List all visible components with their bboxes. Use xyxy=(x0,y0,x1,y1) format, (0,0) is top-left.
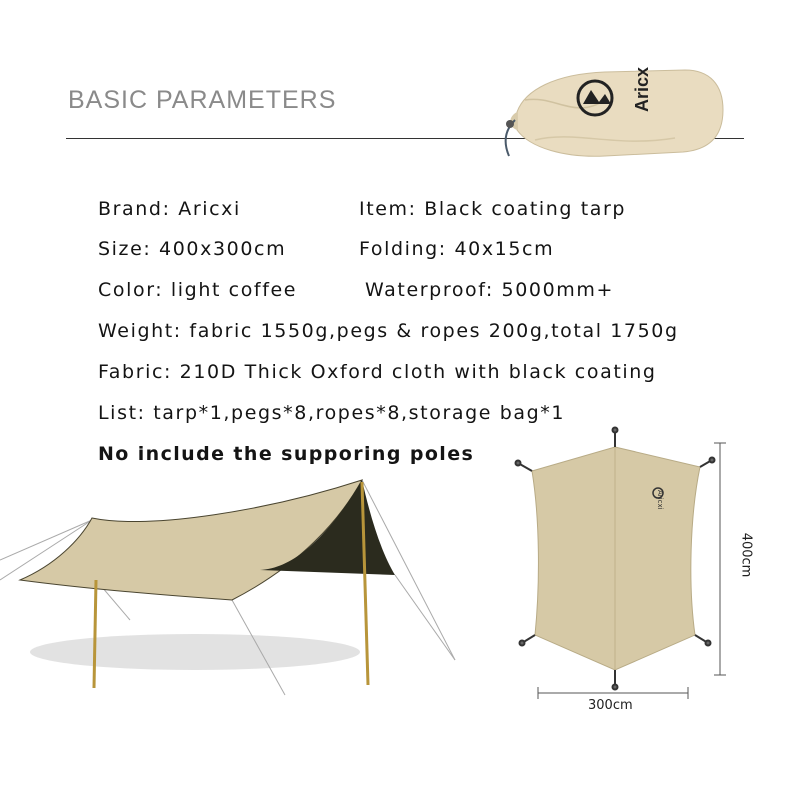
tarp-dimension-diagram xyxy=(510,425,740,705)
spec-list: List: tarp*1,pegs*8,ropes*8,storage bag*1 xyxy=(98,402,566,424)
spec-size: Size: 400x300cm xyxy=(98,238,287,260)
spec-item: Item: Black coating tarp xyxy=(359,198,627,220)
spec-note: No include the supporing poles xyxy=(98,443,475,465)
spec-brand: Brand: Aricxi xyxy=(98,198,241,220)
spec-waterproof: Waterproof: 5000mm+ xyxy=(365,279,615,301)
bag-brand-text: Aricx xyxy=(632,66,652,112)
spec-weight: Weight: fabric 1550g,pegs & ropes 200g,total 1750g xyxy=(98,320,679,342)
storage-bag-image xyxy=(495,60,735,170)
spec-color: Color: light coffee xyxy=(98,279,298,301)
width-dimension-label: 300cm xyxy=(588,698,633,713)
page-title: BASIC PARAMETERS xyxy=(68,86,337,114)
spec-folding: Folding: 40x15cm xyxy=(359,238,555,260)
spec-fabric: Fabric: 210D Thick Oxford cloth with black coating xyxy=(98,361,657,383)
pitched-tarp-image xyxy=(0,470,480,700)
diagram-logo-text: Aricxi xyxy=(656,490,664,510)
height-dimension-label: 400cm xyxy=(738,532,754,578)
